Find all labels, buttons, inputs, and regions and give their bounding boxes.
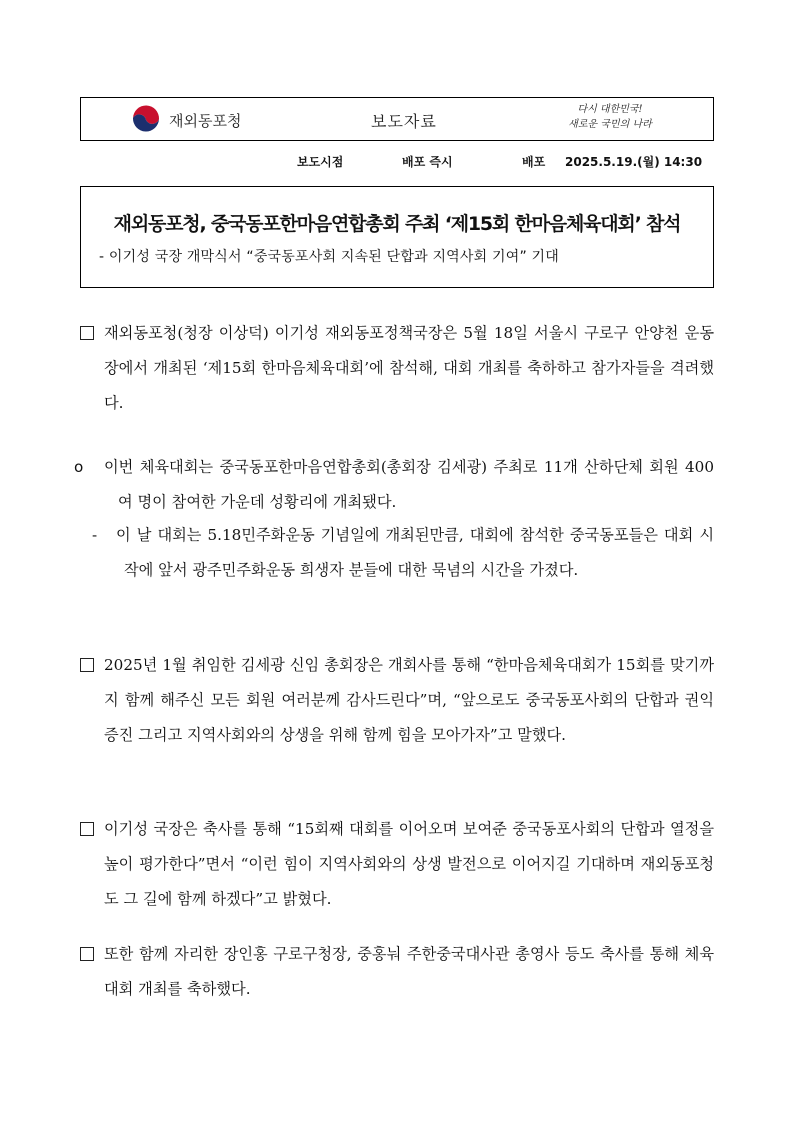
header-box xyxy=(80,97,714,141)
paragraph-1-text: 재외동포청(청장 이상덕) 이기성 재외동포정책국장은 5월 18일 서울시 구로구 안양천 운동장에서 개최된 ‘제15회 한마음체육대회’에 참석해, 대회 개최를 축하하고 참가자들을 격려했다. xyxy=(104,324,714,412)
title-box xyxy=(80,186,714,288)
square-bullet-icon xyxy=(80,947,94,961)
slogan-line-2: 새로운 국민의 나라 xyxy=(568,119,652,130)
distribution-label: 배포 xyxy=(522,155,546,169)
paragraph-2-text: 2025년 1월 취임한 김세광 신임 총회장은 개회사를 통해 “한마음체육대회가 15회를 맞기까지 함께 해주신 모든 회원 여러분께 감사드린다”며, “앞으로도 중국동포사회의 단합과 권익 증진 그리고 지역사회와의 상생을 위해 함께 힘을 모아가자”고 말했다. xyxy=(104,656,714,744)
slogan xyxy=(565,102,655,132)
agency-name: 재외동포청 xyxy=(169,111,242,130)
doc-type-label: 보도자료 xyxy=(371,112,437,131)
square-bullet-icon xyxy=(80,822,94,836)
sub-bullet-1: o 이번 체육대회는 중국동포한마음연합총회(총회장 김세광) 주최로 11개 산하단체 회원 400여 명이 참여한 가운데 성황리에 개최됐다. xyxy=(74,458,714,511)
sub-bullet-2-text: 이 날 대회는 5.18민주화운동 기념일에 개최된만큼, 대회에 참석한 중국동포들은 대회 시작에 앞서 광주민주화운동 희생자 분들에 대한 묵념의 시간을 가졌다. xyxy=(116,526,714,579)
square-bullet-icon xyxy=(80,658,94,672)
paragraph-4-text: 또한 함께 자리한 장인홍 구로구청장, 중홍눠 주한중국대사관 총영사 등도 축사를 통해 체육대회 개최를 축하했다. xyxy=(104,945,714,998)
paragraph-4 xyxy=(80,937,714,1007)
square-bullet-icon xyxy=(80,326,94,340)
taegeuk-emblem-icon xyxy=(131,105,161,135)
agency-logo xyxy=(131,106,241,134)
paragraph-2 xyxy=(80,648,714,753)
subheadline: - 이기성 국장 개막식서 “중국동포사회 지속된 단합과 지역사회 기여” 기대 xyxy=(99,249,560,265)
sub-bullet-2: - 이 날 대회는 5.18민주화운동 기념일에 개최된만큼, 대회에 참석한 중국동포들은 대회 시작에 앞서 광주민주화운동 희생자 분들에 대한 묵념의 시간을 가졌다. xyxy=(92,526,714,579)
release-time-value: 배포 즉시 xyxy=(402,155,453,169)
release-info xyxy=(0,153,793,169)
slogan-line-1: 다시 대한민국! xyxy=(577,104,643,115)
paragraph-3-text: 이기성 국장은 축사를 통해 “15회째 대회를 이어오며 보여준 중국동포사회의 단합과 열정을 높이 평가한다”면서 “이런 힘이 지역사회와의 상생 발전으로 이어지길 기대하며 재외동포청도 그 길에 함께 하겠다”고 밝혔다. xyxy=(104,820,714,908)
sub-bullet-1-text: 이번 체육대회는 중국동포한마음연합총회(총회장 김세광) 주최로 11개 산하단체 회원 400여 명이 참여한 가운데 성황리에 개최됐다. xyxy=(104,458,714,511)
distribution-value: 2025.5.19.(월) 14:30 xyxy=(565,155,703,169)
release-time-label: 보도시점 xyxy=(297,155,344,169)
paragraph-1 xyxy=(80,316,714,421)
headline: 재외동포청, 중국동포한마음연합총회 주최 ‘제15회 한마음체육대회’ 참석 xyxy=(113,213,681,235)
paragraph-3 xyxy=(80,812,714,917)
